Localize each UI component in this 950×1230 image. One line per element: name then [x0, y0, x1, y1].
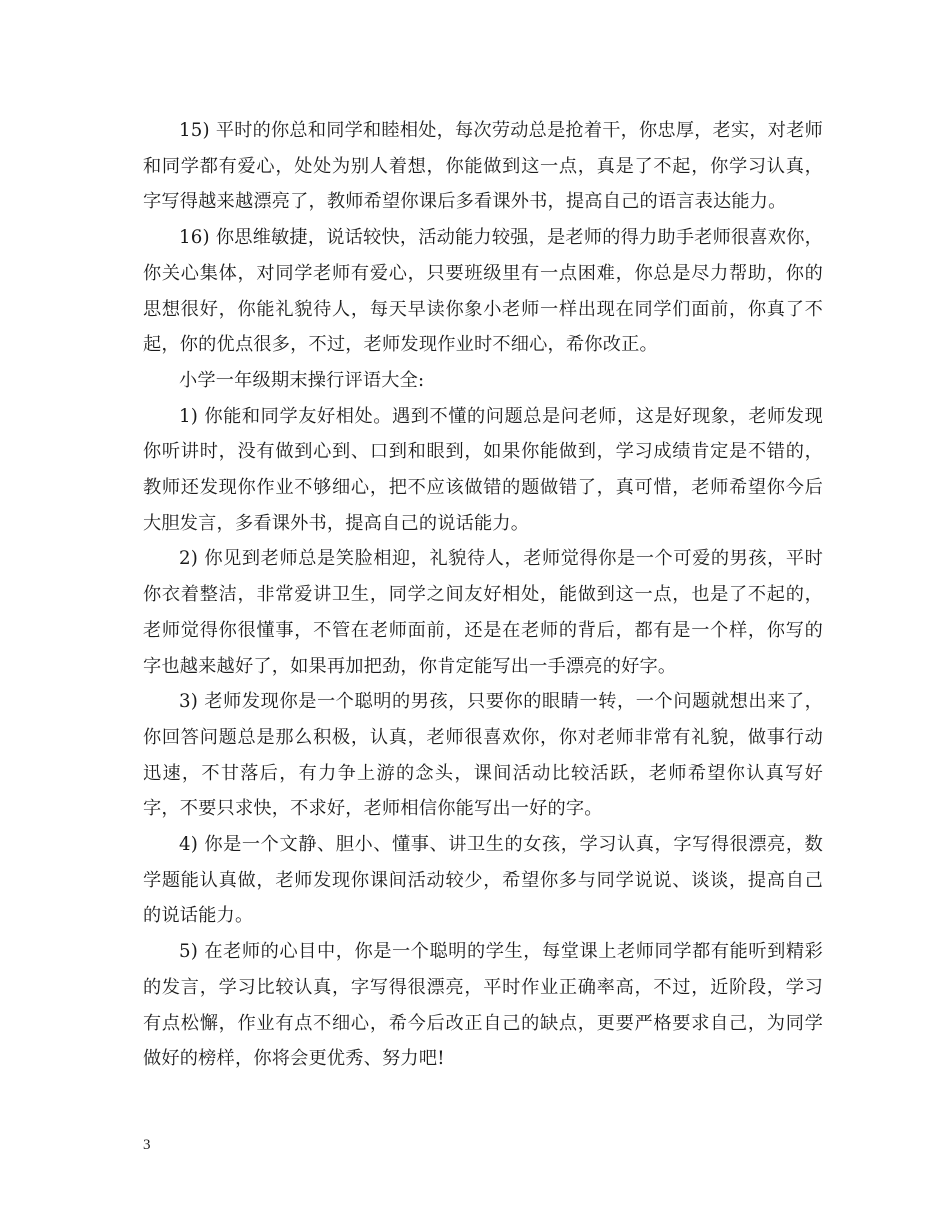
paragraph-comment-5: 5) 在老师的心目中，你是一个聪明的学生，每堂课上老师同学都有能听到精彩的发言，学习比较认真，字写得很漂亮，平时作业正确率高，不过，近阶段，学习有点松懈，作业有点不细心，希今后改正自己的缺点，更要严格要求自己，为同学做好的榜样，你将会更优秀、努力吧! — [143, 941, 823, 1070]
document-body — [143, 113, 823, 1077]
paragraph-comment-16: 16) 你思维敏捷，说话较快，活动能力较强，是老师的得力助手老师很喜欢你，你关心集体，对同学老师有爱心，只要班级里有一点困难，你总是尽力帮助，你的思想很好，你能礼貌待人，每天早读你象小老师一样出现在同学们面前，你真了不起，你的优点很多，不过，老师发现作业时不细心，希你改正。 — [143, 227, 823, 356]
section-heading: 小学一年级期末操行评语大全: — [179, 369, 425, 391]
paragraph-comment-3: 3) 老师发现你是一个聪明的男孩，只要你的眼睛一转，一个问题就想出来了，你回答问题总是那么积极，认真，老师很喜欢你，你对老师非常有礼貌，做事行动迅速，不甘落后，有力争上游的念头，课间活动比较活跃，老师希望你认真写好字，不要只求快，不求好，老师相信你能写出一好的字。 — [143, 691, 823, 820]
paragraph-comment-15: 15) 平时的你总和同学和睦相处，每次劳动总是抢着干，你忠厚，老实，对老师和同学都有爱心，处处为别人着想，你能做到这一点，真是了不起，你学习认真，字写得越来越漂亮了，教师希望你课后多看课外书，提高自己的语言表达能力。 — [143, 120, 823, 213]
page-number: 3 — [143, 1137, 151, 1153]
paragraph-comment-1: 1) 你能和同学友好相处。遇到不懂的问题总是问老师，这是好现象，老师发现你听讲时，没有做到心到、口到和眼到，如果你能做到，学习成绩肯定是不错的，教师还发现你作业不够细心，把不应该做错的题做错了，真可惜，老师希望你今后大胆发言，多看课外书，提高自己的说话能力。 — [143, 405, 823, 534]
paragraph-comment-2: 2) 你见到老师总是笑脸相迎，礼貌待人，老师觉得你是一个可爱的男孩，平时你衣着整洁，非常爱讲卫生，同学之间友好相处，能做到这一点，也是了不起的，老师觉得你很懂事，不管在老师面前，还是在老师的背后，都有是一个样，你写的字也越来越好了，如果再加把劲，你肯定能写出一手漂亮的好字。 — [143, 548, 823, 677]
paragraph-comment-4: 4) 你是一个文静、胆小、懂事、讲卫生的女孩，学习认真，字写得很漂亮，数学题能认真做，老师发现你课间活动较少，希望你多与同学说说、谈谈，提高自己的说话能力。 — [143, 834, 823, 927]
